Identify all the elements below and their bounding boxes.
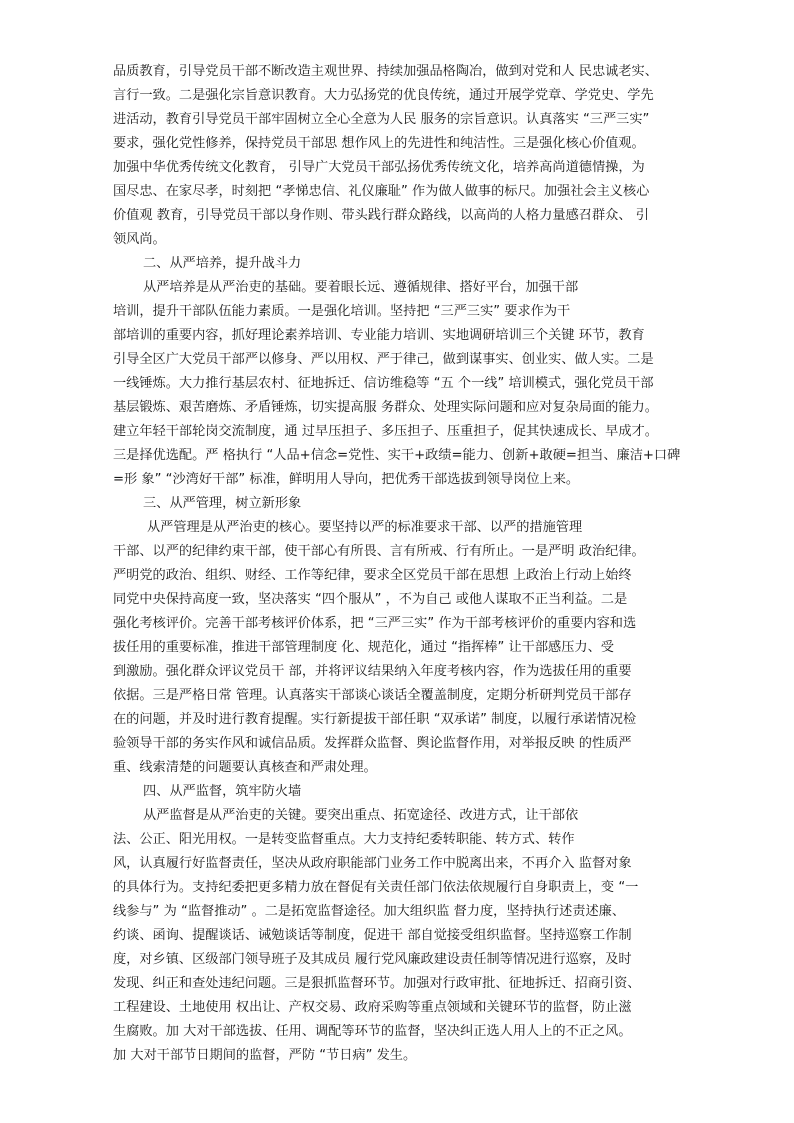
- section-heading: 三、从严管理，树立新形象: [143, 496, 302, 511]
- body-text-line: 度，对乡镇、区级部门领导班子及其成员 履行党风廉政建设责任制等情况进行巡察，及时: [113, 952, 632, 967]
- body-text-line: 到激励。强化群众评议党员干 部，并将评议结果纳入年度考核内容，作为选拔任用的重要: [113, 664, 632, 679]
- body-text-line: 进活动，教育引导党员干部牢固树立全心全意为人民 服务的宗旨意识。认真落实 “三严三实”: [113, 112, 650, 127]
- body-text-line: 价值观 教育，引导党员干部以身作则、带头践行群众路线，以高尚的人格力量感召群众、 引: [113, 208, 649, 223]
- body-text-line: 重、线索清楚的问题要认真核查和严肃处理。: [113, 760, 377, 775]
- section-heading: 四、从严监督，筑牢防火墙: [143, 784, 302, 799]
- body-text-line: 线参与” 为 “监督推动” 。二是拓宽监督途径。加大组织监 督力度，坚持执行述责述廉、: [113, 904, 626, 919]
- body-text-line: 建立年轻干部轮岗交流制度，通 过早压担子、多压担子、压重担子，促其快速成长、早成才。: [113, 424, 658, 439]
- body-text-line: 验领导干部的务实作风和诚信品质。发挥群众监督、舆论监督作用，对举报反映 的性质严: [113, 736, 632, 751]
- body-text-line: 同党中央保持高度一致，坚决落实 “四个服从” ，不为自己 或他人谋取不正当利益。二是: [113, 592, 628, 607]
- section-heading: 二、从严培养，提升战斗力: [143, 256, 302, 271]
- body-text-line: 风，认真履行好监督责任，坚决从政府职能部门业务工作中脱离出来，不再介入 监督对象: [113, 856, 632, 871]
- body-text-line: 依据。三是严格日常 管理。认真落实干部谈心谈话全覆盖制度，定期分析研判党员干部存: [113, 688, 632, 703]
- body-text-line: 品质教育，引导党员干部不断改造主观世界、持续加强品格陶冶，做到对党和人 民忠诚老实、: [113, 64, 658, 79]
- body-text-line: 从严监督是从严治吏的关键。要突出重点、拓宽途径、改进方式，让干部依: [143, 808, 579, 823]
- body-text-line: 领风尚。: [113, 232, 166, 247]
- body-text-line: 一线锤炼。大力推行基层农村、征地拆迁、信访维稳等 “五 个一线” 培训模式，强化党员干部: [113, 376, 654, 391]
- body-text-line: 要求，强化党性修养，保持党员干部思 想作风上的先进性和纯洁性。三是强化核心价值观。: [113, 136, 645, 151]
- body-text-line: 工程建设、土地使用 权出让、产权交易、政府采购等重点领域和关键环节的监督，防止滋: [113, 1000, 632, 1015]
- body-text-line: 国尽忠、在家尽孝，时刻把 “孝悌忠信、礼仪廉耻” 作为做人做事的标尺。加强社会主义核心: [113, 184, 650, 199]
- body-text-line: 三是择优选配。严 格执行 “人品+信念=党性、实干+政绩=能力、创新+敢硬=担当、廉洁+口碑: [113, 448, 681, 463]
- body-text-line: 拔任用的重要标准，推进干部管理制度 化、规范化，通过 “指挥棒” 让干部感压力、受: [113, 640, 614, 655]
- body-text-line: 在的问题，并及时进行教育提醒。实行新提拔干部任职 “双承诺” 制度，以履行承诺情况检: [113, 712, 637, 727]
- body-text-line: 强化考核评价。完善干部考核评价体系，把 “三严三实” 作为干部考核评价的重要内容和选: [113, 616, 637, 631]
- body-text-line: 培训，提升干部队伍能力素质。一是强化培训。坚持把 “三严三实” 要求作为干: [113, 304, 571, 319]
- body-text-line: 发现、纠正和查处违纪问题。三是狠抓监督环节。加强对行政审批、征地拆迁、招商引资、: [113, 976, 641, 991]
- body-text-line: 从严管理是从严治吏的核心。要坚持以严的标准要求干部、以严的措施管理: [147, 520, 583, 535]
- body-text-line: 加强中华优秀传统文化教育， 引导广大党员干部弘扬优秀传统文化，培养高尚道德情操，为: [113, 160, 645, 175]
- body-text-line: 部培训的重要内容，抓好理论素养培训、专业能力培训、实地调研培训三个关键 环节，教育: [113, 328, 645, 343]
- body-text-line: 加 大对干部节日期间的监督，严防 “节日病” 发生。: [113, 1048, 417, 1063]
- body-text-line: 法、公正、阳光用权。一是转变监督重点。大力支持纪委转职能、转方式、转作: [113, 832, 575, 847]
- body-text-line: 生腐败。加 大对干部选拔、任用、调配等环节的监督，坚决纠正选人用人上的不正之风。: [113, 1024, 632, 1039]
- body-text-line: 的具体行为。支持纪委把更多精力放在督促有关责任部门依法依规履行自身职责上，变 “一: [113, 880, 639, 895]
- body-text-line: =形 象” “沙湾好干部” 标准，鲜明用人导向，把优秀干部选拔到领导岗位上来。: [113, 472, 580, 487]
- body-text-line: 基层锻炼、艰苦磨炼、矛盾锤炼，切实提高服 务群众、处理实际问题和应对复杂局面的能力。: [113, 400, 658, 415]
- body-text-line: 从严培养是从严治吏的基础。要着眼长远、遵循规律、搭好平台，加强干部: [143, 280, 579, 295]
- body-text-line: 言行一致。二是强化宗旨意识教育。大力弘扬党的优良传统，通过开展学党章、学党史、学先: [113, 88, 654, 103]
- body-text-line: 严明党的政治、组织、财经、工作等纪律，要求全区党员干部在思想 上政治上行动上始终: [113, 568, 632, 583]
- body-text-line: 约谈、函询、提醒谈话、诫勉谈话等制度，促进干 部自觉接受组织监督。坚持巡察工作制: [113, 928, 632, 943]
- body-text-line: 引导全区广大党员干部严以修身、严以用权、严于律己，做到谋事实、创业实、做人实。二是: [113, 352, 654, 367]
- body-text-line: 干部、以严的纪律约束干部，使干部心有所畏、言有所戒、行有所止。一是严明 政治纪律。: [113, 544, 645, 559]
